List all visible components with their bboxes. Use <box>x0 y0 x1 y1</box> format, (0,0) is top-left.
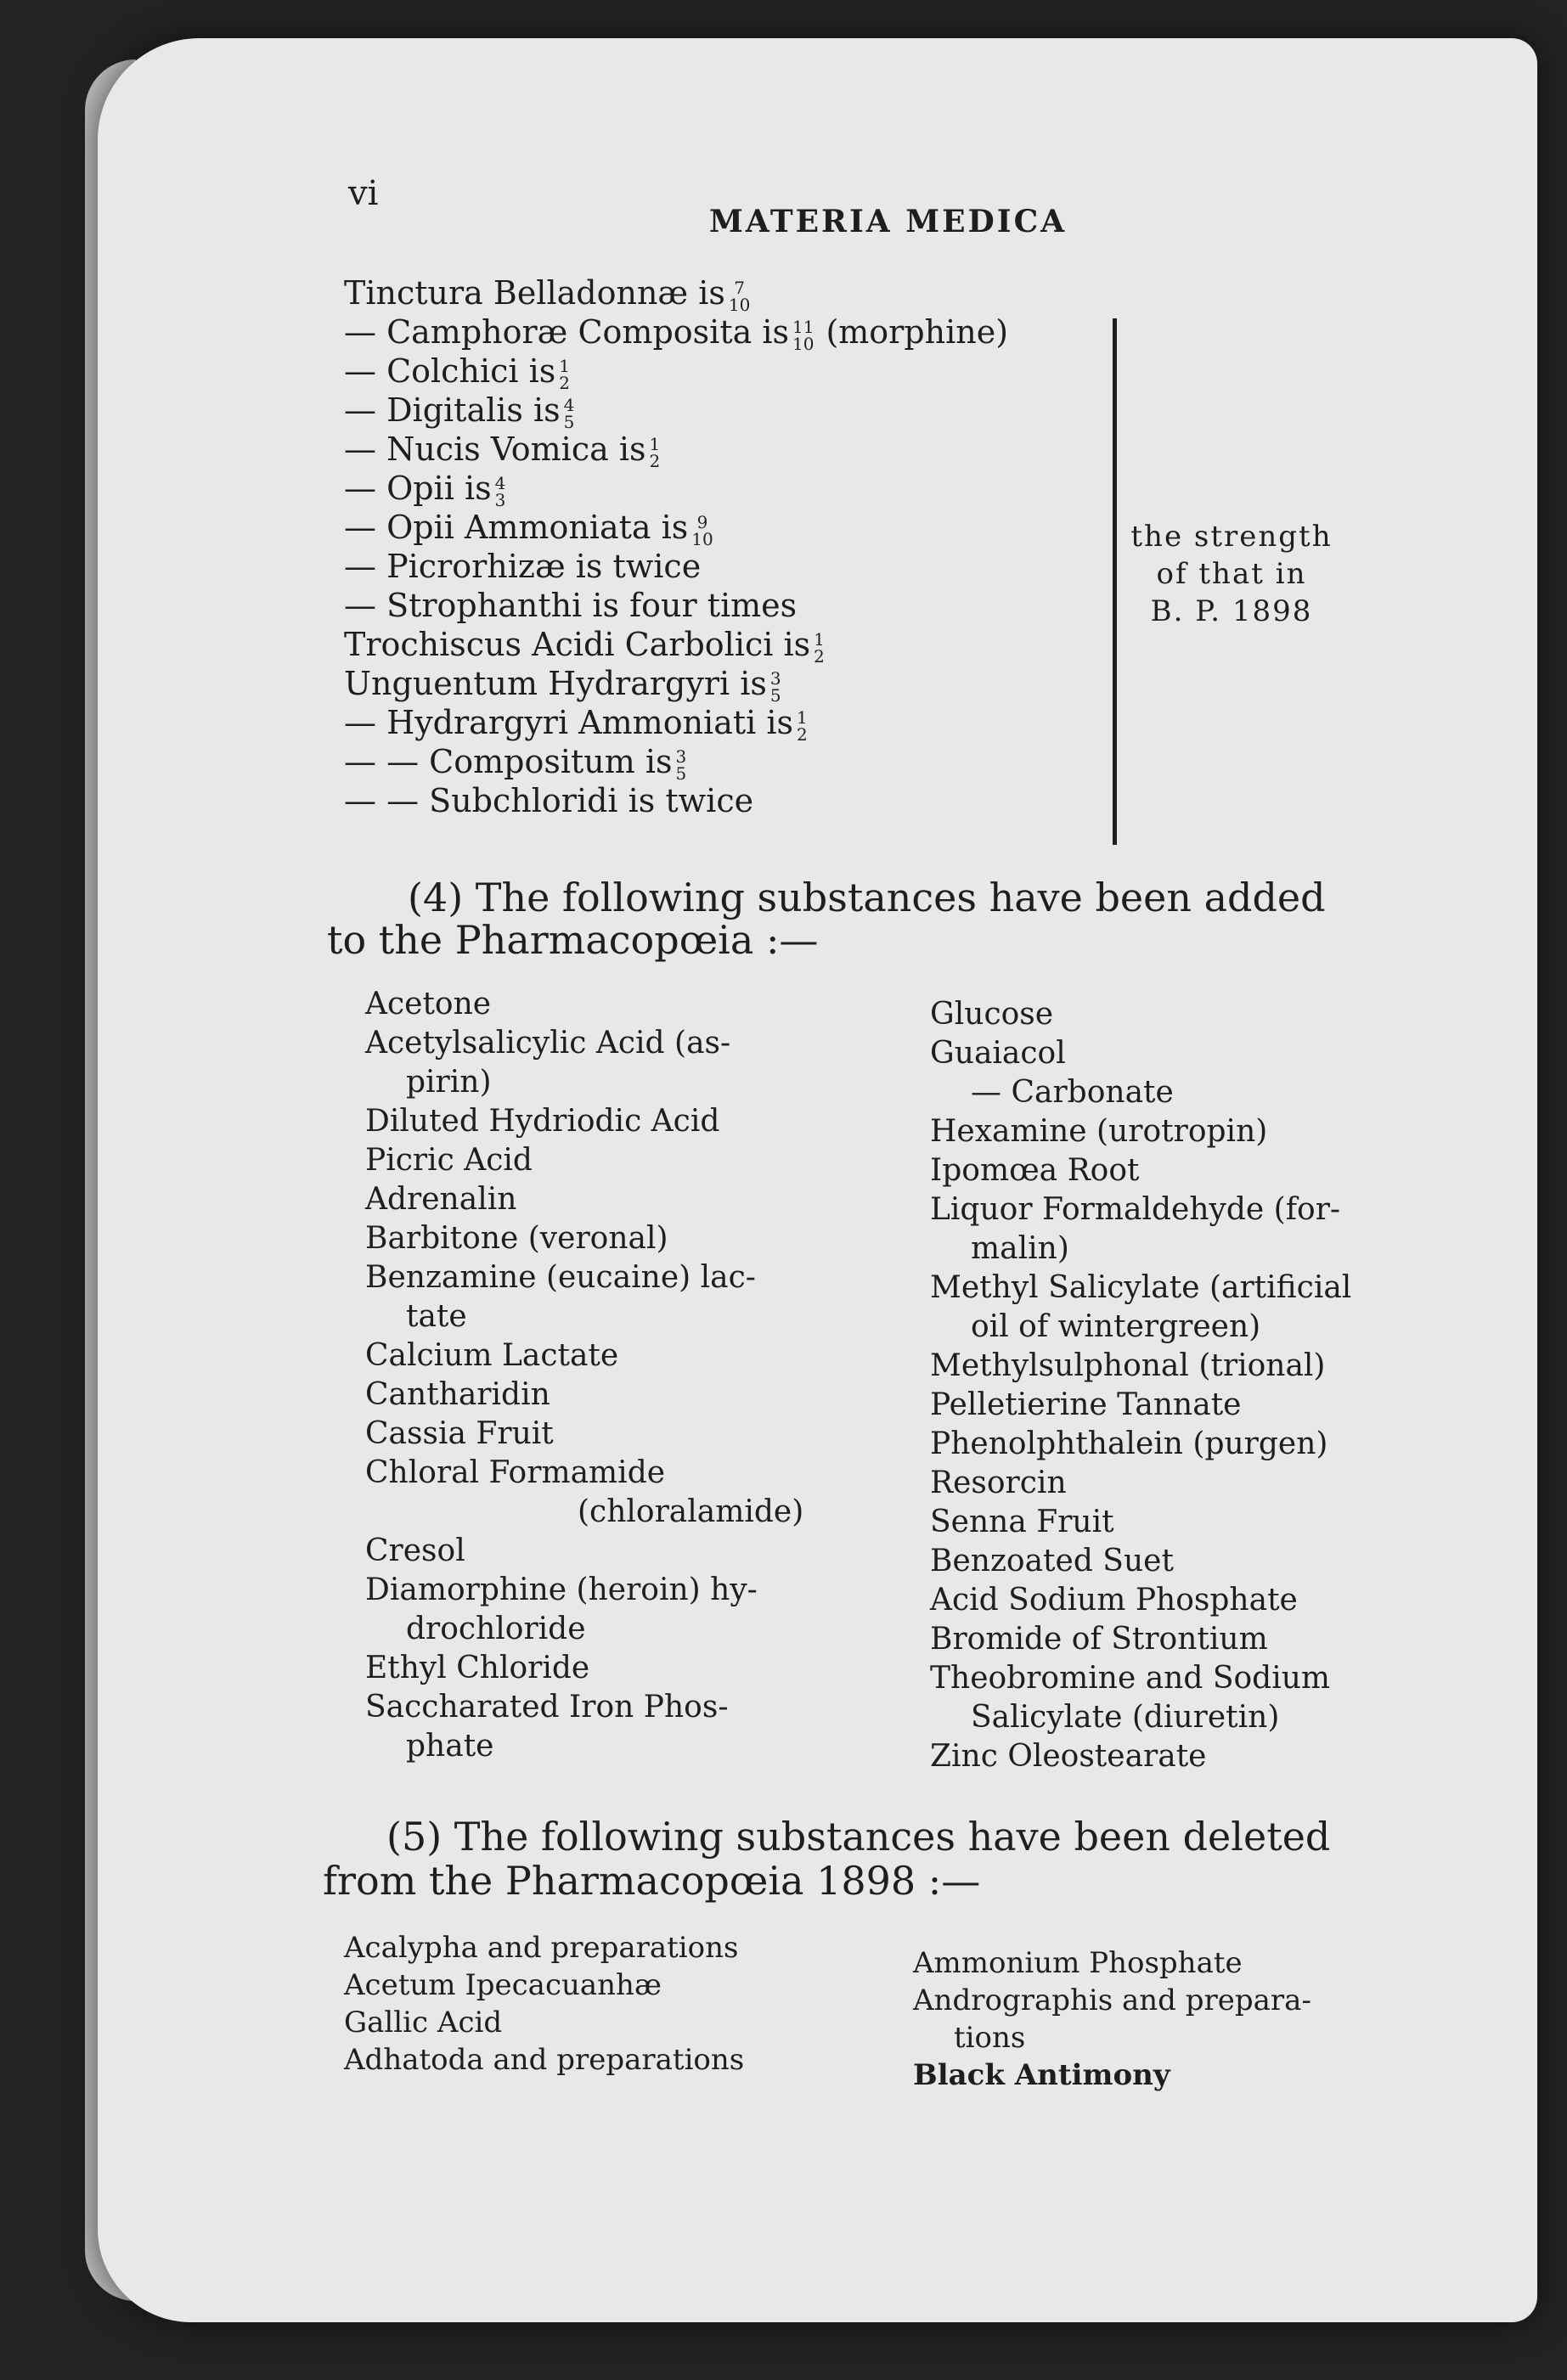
list-item: Diamorphine (heroin) hy- <box>365 1573 758 1607</box>
strength-line <box>344 547 701 586</box>
list-item: tions <box>954 2021 1026 2055</box>
strength-text: Unguentum Hydrargyri is <box>344 665 767 702</box>
list-item: Senna Fruit <box>930 1505 1114 1539</box>
list-item: oil of wintergreen) <box>971 1309 1261 1344</box>
brace-note-line: the strength <box>1130 520 1333 554</box>
running-title: MATERIA MEDICA <box>709 204 1068 239</box>
fraction <box>814 628 825 667</box>
fraction <box>649 433 661 471</box>
strength-line <box>344 312 1008 352</box>
strength-line <box>344 625 825 665</box>
list-item: Acetum Ipecacuanhæ <box>344 1968 662 2002</box>
strength-text: — Opii is <box>344 470 492 507</box>
section5-right-list <box>913 1944 1311 2094</box>
fraction <box>729 279 750 313</box>
page-number: vi <box>348 174 379 213</box>
list-item: Bromide of Strontium <box>930 1622 1268 1657</box>
strength-text: — Digitalis is <box>344 391 561 429</box>
section5-heading-line2: from the Pharmacopœia 1898 :— <box>323 1858 981 1904</box>
fraction-numerator: 7 <box>734 277 745 298</box>
list-item: Diluted Hydriodic Acid <box>365 1104 720 1139</box>
list-item: Theobromine and Sodium <box>930 1661 1331 1696</box>
fraction-denominator: 3 <box>494 489 506 510</box>
fraction-numerator: 1 <box>649 433 661 454</box>
fraction-numerator: 1 <box>559 355 570 376</box>
fraction-numerator: 4 <box>494 472 506 493</box>
fraction-numerator: 1 <box>797 706 808 728</box>
list-item: Zinc Oleostearate <box>930 1739 1207 1774</box>
list-item: Adrenalin <box>365 1182 517 1217</box>
strength-line <box>344 469 505 509</box>
list-item: Barbitone (veronal) <box>365 1221 668 1256</box>
fraction-numerator: 9 <box>696 511 708 532</box>
fraction-denominator: 10 <box>691 528 713 549</box>
list-item: Salicylate (diuretin) <box>971 1700 1280 1735</box>
fraction-denominator: 10 <box>728 294 751 315</box>
brace-note <box>1121 518 1342 630</box>
fraction-denominator: 2 <box>797 723 808 745</box>
list-item: tate <box>406 1299 467 1334</box>
fraction-numerator: 4 <box>563 394 575 415</box>
section5-left-list <box>344 1929 744 2079</box>
list-item: phate <box>406 1729 494 1764</box>
list-item: malin) <box>971 1231 1069 1266</box>
section5-heading-line1: (5) The following substances have been deleted <box>386 1814 1331 1860</box>
strength-text: — — Compositum is <box>344 743 673 780</box>
fraction-numerator: 3 <box>769 667 781 689</box>
list-item: Methylsulphonal (trional) <box>930 1348 1326 1383</box>
list-item: Black Antimony <box>913 2058 1170 2092</box>
section4-left-list <box>365 985 803 1766</box>
fraction-denominator: 10 <box>792 333 815 354</box>
list-item: Ethyl Chloride <box>365 1651 590 1685</box>
list-item: Phenolphthalein (purgen) <box>930 1426 1328 1461</box>
list-item: Adhatoda and preparations <box>344 2043 745 2077</box>
list-item: Cassia Fruit <box>365 1416 554 1451</box>
list-item: Pelletierine Tannate <box>930 1387 1242 1422</box>
list-item: Resorcin <box>930 1466 1067 1500</box>
brace-note-line: B. P. 1898 <box>1150 594 1313 628</box>
list-item: Saccharated Iron Phos- <box>365 1690 729 1725</box>
fraction <box>676 748 687 782</box>
list-item: Ipomœa Root <box>930 1153 1140 1188</box>
list-item: Ammonium Phosphate <box>913 1946 1243 1980</box>
fraction-numerator: 1 <box>814 628 825 650</box>
fraction <box>797 706 808 745</box>
brace-note-line: of that in <box>1156 557 1307 591</box>
list-item: — Carbonate <box>971 1075 1174 1110</box>
fraction <box>563 394 575 432</box>
strength-text: Tinctura Belladonnæ is <box>344 274 725 312</box>
list-item: Glucose <box>930 997 1054 1032</box>
fraction <box>691 511 713 549</box>
list-item: Acetylsalicylic Acid (as- <box>365 1026 731 1061</box>
list-item: Cantharidin <box>365 1377 550 1412</box>
strength-line <box>344 703 808 743</box>
strength-note: (morphine) <box>826 313 1009 351</box>
list-item: Benzamine (eucaine) lac- <box>365 1260 756 1295</box>
strength-line <box>344 273 750 313</box>
strength-text: — Hydrargyri Ammoniati is <box>344 704 794 741</box>
fraction-numerator: 3 <box>675 746 687 767</box>
fraction-denominator: 2 <box>649 450 661 471</box>
list-item: Hexamine (urotropin) <box>930 1114 1268 1149</box>
list-item: pirin) <box>406 1065 492 1100</box>
section4-heading-line2: to the Pharmacopœia :— <box>327 917 819 963</box>
strength-line <box>344 742 686 782</box>
strength-text: — — Subchloridi is twice <box>344 782 754 819</box>
fraction-denominator: 5 <box>769 684 781 706</box>
strength-list <box>344 273 1108 851</box>
strength-text: — Camphoræ Composita is <box>344 313 789 351</box>
strength-text: — Picrorhizæ is twice <box>344 548 702 585</box>
list-item: Andrographis and prepara- <box>913 1983 1311 2017</box>
section4-right-list <box>930 995 1351 1776</box>
strength-line <box>344 391 574 430</box>
strength-line <box>344 664 781 704</box>
fraction-denominator: 5 <box>563 411 575 432</box>
strength-line <box>344 781 753 820</box>
strength-line <box>344 430 660 470</box>
list-item: Cresol <box>365 1533 465 1568</box>
strength-text: — Nucis Vomica is <box>344 430 646 468</box>
strength-line <box>344 508 713 548</box>
strength-text: — Strophanthi is four times <box>344 587 798 624</box>
fraction-denominator: 2 <box>559 372 570 393</box>
list-item: Guaiacol <box>930 1036 1066 1071</box>
fraction-numerator: 11 <box>792 316 815 337</box>
fraction-denominator: 2 <box>814 645 825 667</box>
fraction <box>559 357 570 391</box>
strength-line <box>344 352 570 391</box>
list-item: (chloralamide) <box>578 1494 804 1529</box>
list-item: Calcium Lactate <box>365 1338 619 1373</box>
strength-text: — Colchici is <box>344 352 556 390</box>
fraction <box>769 667 781 706</box>
list-item: Benzoated Suet <box>930 1544 1174 1578</box>
brace-line <box>1104 318 1117 845</box>
list-item: Picric Acid <box>365 1143 533 1178</box>
list-item: Acetone <box>365 987 492 1021</box>
fraction <box>792 318 814 352</box>
fraction-denominator: 5 <box>675 762 687 784</box>
list-item: Chloral Formamide <box>365 1455 666 1490</box>
strength-text: Trochiscus Acidi Carbolici is <box>344 626 811 663</box>
section4-heading-line1: (4) The following substances have been added <box>408 875 1326 920</box>
list-item: Methyl Salicylate (artificial <box>930 1270 1352 1305</box>
strength-text: — Opii Ammoniata is <box>344 509 689 546</box>
list-item: Gallic Acid <box>344 2006 503 2040</box>
list-item: Acid Sodium Phosphate <box>930 1583 1298 1618</box>
list-item: Acalypha and preparations <box>344 1931 739 1965</box>
list-item: drochloride <box>406 1612 586 1646</box>
list-item: Liquor Formaldehyde (for- <box>930 1192 1341 1227</box>
strength-line <box>344 586 797 625</box>
fraction <box>494 472 506 510</box>
